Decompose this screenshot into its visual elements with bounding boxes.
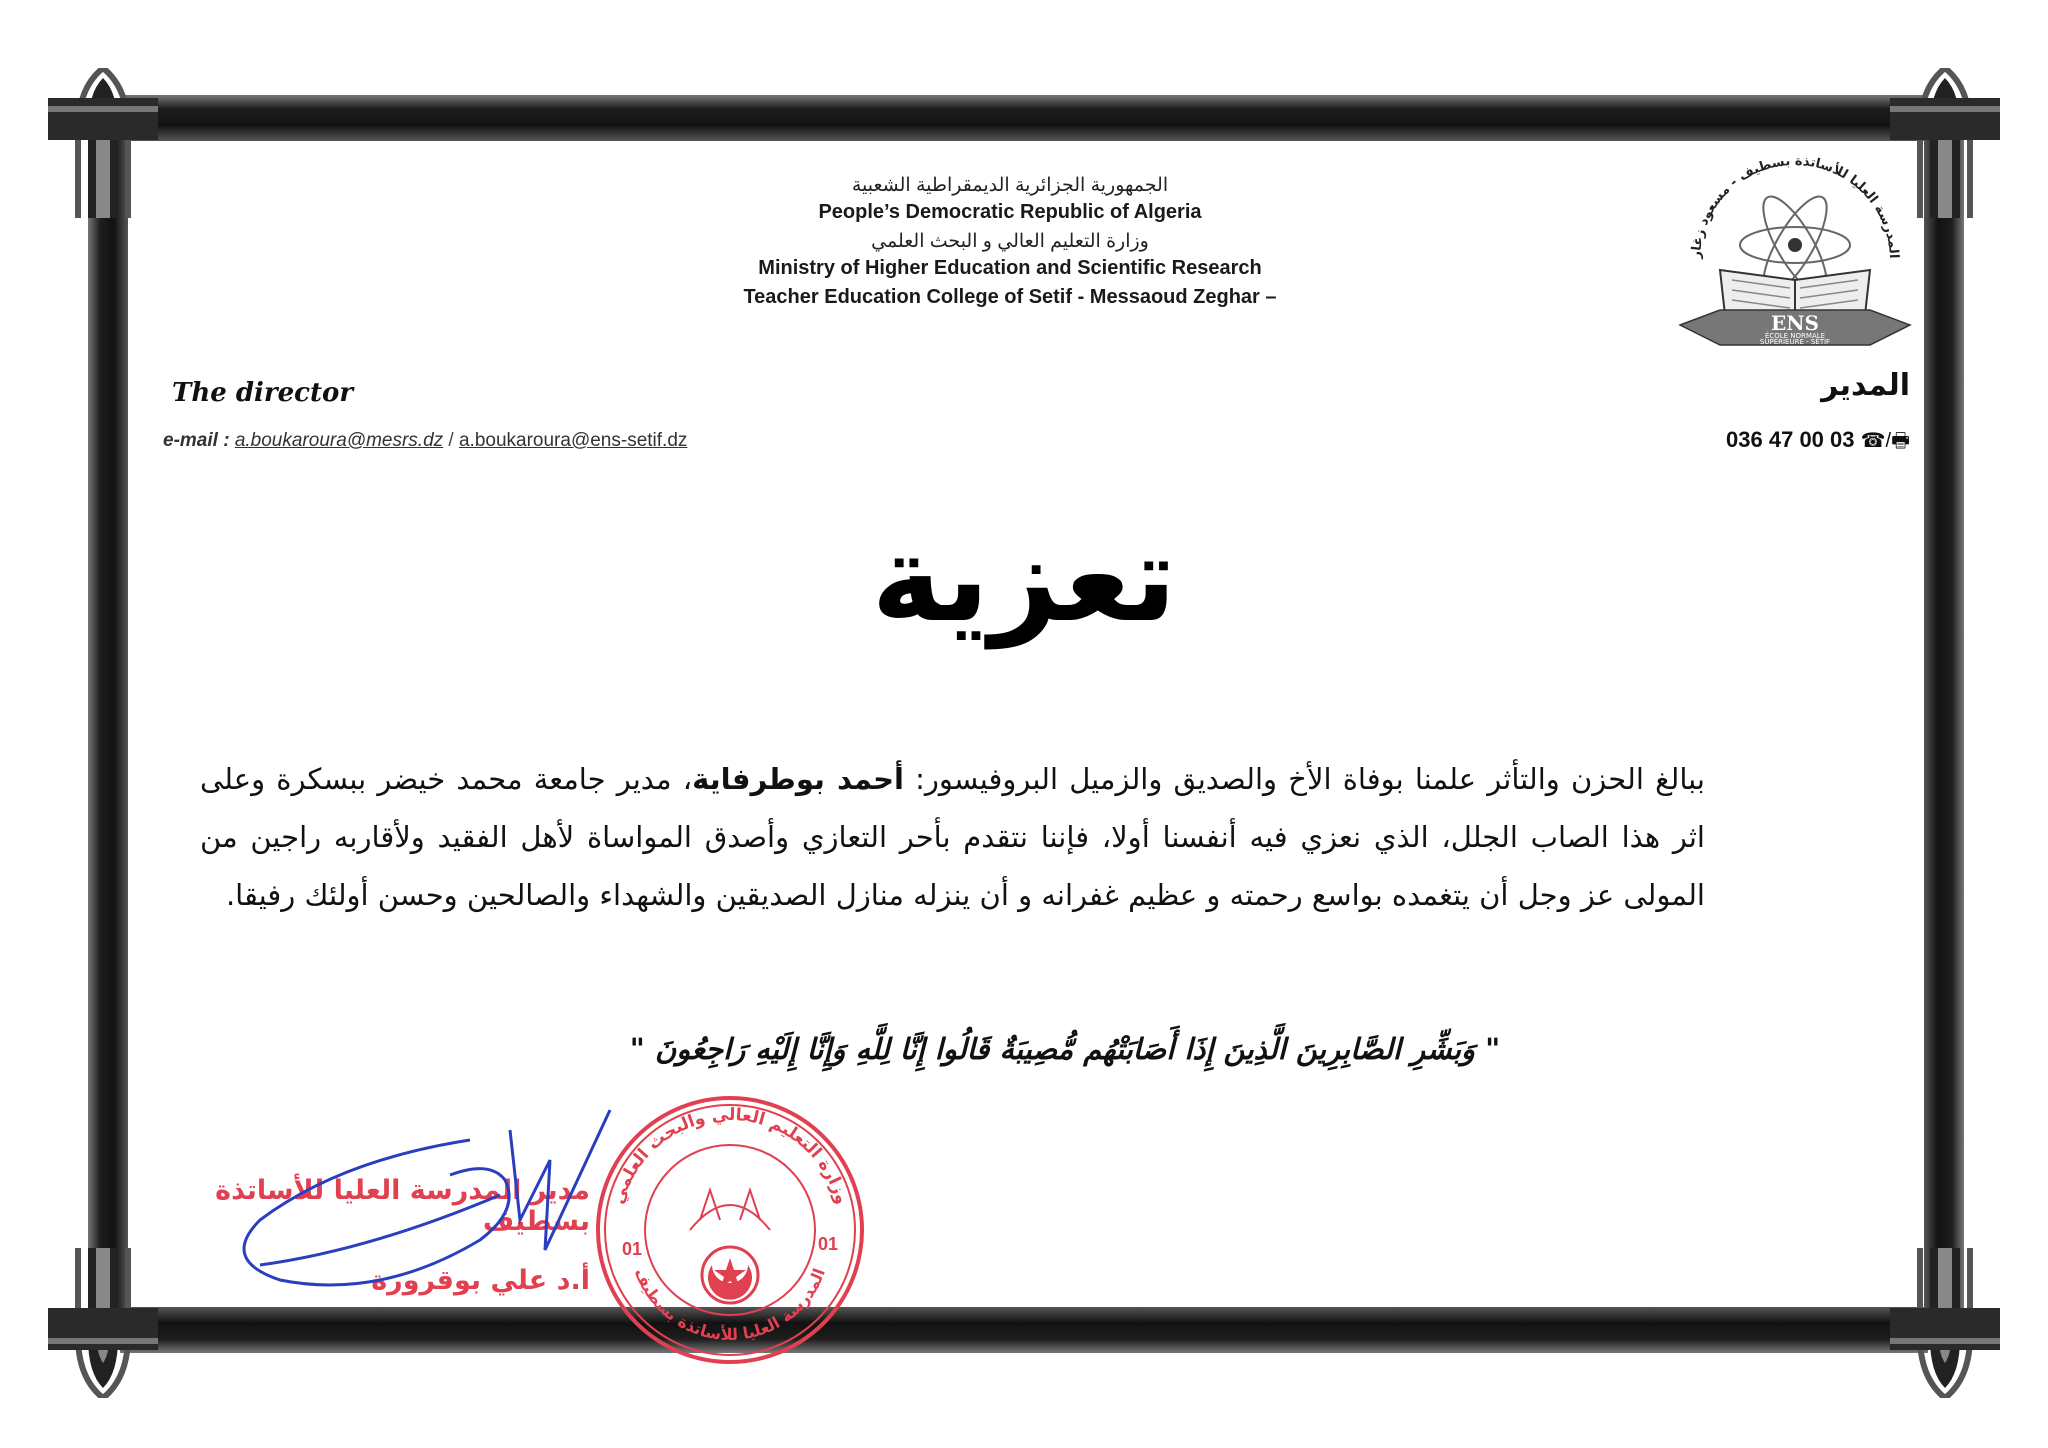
svg-text:01: 01 [818,1234,839,1254]
svg-text:المدرسة العليا للأساتذة بسطيف: المدرسة العليا للأساتذة بسطيف - مسعود زغار [1688,153,1902,259]
letter-title: تعزية [871,510,1177,649]
college-english: Teacher Education College of Setif - Messaoud Zeghar – [743,286,1277,308]
email-link-mesrs[interactable]: a.boukaroura@mesrs.dz [234,430,444,451]
quran-verse: " وَبَشِّرِ الصَّابِرِينَ الَّذِينَ إِذَا أَصَابَتْهُم مُّصِيبَةٌ قَالُوا إِنَّا لِلَّهِ وَإِنَّا إِلَيْهِ رَاجِعُونَ " [629,1032,1501,1066]
director-title-arabic: المدير [1821,368,1910,403]
official-round-stamp [590,1090,870,1370]
svg-text:SUPÉRIEURE - SÉTIF: SUPÉRIEURE - SÉTIF [1759,338,1831,346]
frame-top [120,95,1928,141]
ministry-english: Ministry of Higher Education and Scientific Research [758,257,1262,279]
svg-text:المدرسة العليا للأساتذة بسطيف: المدرسة العليا للأساتذة بسطيف [630,1265,829,1345]
svg-text:ENS: ENS [1771,311,1819,335]
republic-english: People’s Democratic Republic of Algeria [818,201,1202,223]
handwritten-signature [220,1100,643,1330]
frame-right [1924,125,1964,1325]
svg-text:ÉCOLE NORMALE: ÉCOLE NORMALE [1764,332,1826,340]
frame-left [88,125,128,1325]
body-text-start: ببالغ الحزن والتأثر علمنا بوفاة الأخ والصديق والزميل البروفيسور: [903,762,1705,796]
ens-logo [1660,150,1930,350]
republic-arabic: الجمهورية الجزائرية الديمقراطية الشعبية [851,175,1169,196]
email-separator: / [448,430,454,451]
deceased-name: أحمد بوطرفاية [692,762,904,796]
body-text-end: ، مدير جامعة محمد خيضر ببسكرة وعلى اثر هذا الصاب الجلل، الذي نعزي فيه أنفسنا أولا، فإننا نتقدم بأحر التعازي وأصدق المواساة لأهل الفقيد ولأقاربه راجين من المولى عز وجل أن يتغمده بواسع رحمته و عظيم غفرانه و أن ينزله منازل الصديقين والشهداء والصالحين وحسن أولئك رفيقا. [200,762,1705,912]
phone-line [1660,426,1910,460]
ministry-arabic: وزارة التعليم العالي و البحث العلمي [871,231,1149,252]
phone-number: 036 47 00 03 [1726,427,1855,452]
stamp-director-title: مدير المدرسة العليا للأساتذة بسطيف [215,1175,590,1237]
frame-corner-ornament [48,68,158,218]
email-label: e-mail : [163,430,230,451]
svg-text:01: 01 [622,1239,643,1259]
frame-corner-ornament [1890,1248,2000,1398]
phone-fax-icon: ☎/🖶 [1860,430,1910,452]
letterhead [640,172,1380,315]
letter-body [200,750,1705,924]
email-link-ens[interactable]: a.boukaroura@ens-setif.dz [458,430,688,451]
director-title-english: The director [172,378,354,408]
email-line [163,430,687,452]
svg-text:وزارة التعليم العالي والبحث ال: وزارة التعليم العالي والبحث العلمي [608,1104,852,1207]
stamp-director-name: أ.د علي بوقرورة [371,1265,590,1296]
frame-corner-ornament [48,1248,158,1398]
